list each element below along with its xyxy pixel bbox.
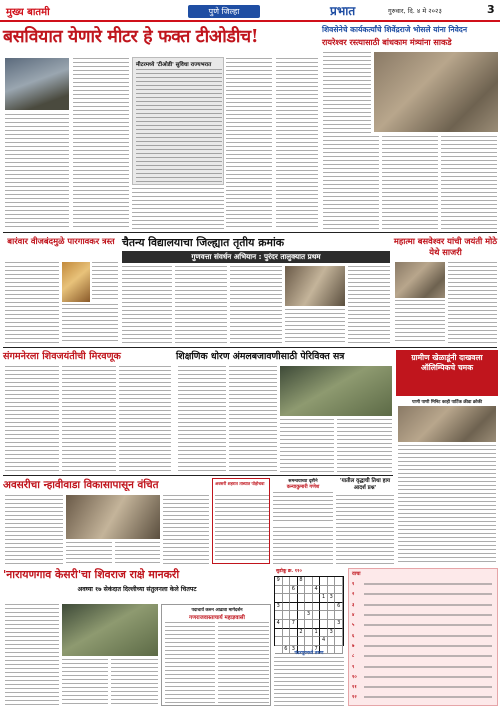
numbers-list-index: १२: [352, 695, 357, 701]
numbers-list-text: [364, 604, 492, 606]
school-banner: [122, 251, 390, 263]
khelo-athletes-photo: [398, 406, 496, 442]
khelo-box: [396, 350, 498, 396]
numbers-list-text: [364, 645, 492, 647]
sudoku-cell: 1: [313, 629, 321, 638]
kesari-wrestling-photo: [62, 604, 158, 656]
shivjayanti-col3: [119, 366, 171, 472]
khelo-headline: [398, 353, 496, 373]
numbers-list-text: [364, 583, 492, 585]
sudoku-cell: [275, 637, 283, 646]
tod-info-box: [132, 57, 224, 185]
numbers-list-index: ६: [352, 633, 355, 639]
kanyakumari-col2: [273, 527, 333, 565]
sudoku-cell: [328, 637, 336, 646]
divider-1: [3, 232, 497, 233]
sudoku-cell: [335, 637, 343, 646]
kanyakumari-text: [273, 492, 333, 524]
kesari-headline: 'नारायणगाव केसरी'चा शिवराज राक्षे मानकरी: [3, 568, 180, 581]
sudoku-cell: [305, 620, 313, 629]
sudoku-cell: [298, 620, 306, 629]
numbers-list-item: [352, 661, 496, 671]
electric-story-col2: [62, 304, 118, 344]
avasari-col2: [66, 542, 112, 565]
kesari-subheadline: अवघ्या १७ सेकंदात दिल्लीच्या संतुलनला केले चितपट: [77, 586, 197, 593]
kesari-mid-text-1: [165, 622, 215, 704]
main-story-col2: [73, 58, 129, 229]
school-headline: चैतन्य विद्यालयाचा जिल्ह्यात तृतीय क्रमांक: [122, 236, 285, 249]
school-col1: [122, 266, 172, 344]
sudoku-cell: [320, 611, 328, 620]
kesari-mid-text-2: [218, 622, 269, 704]
main-story-col3: [226, 58, 272, 229]
numbers-list-index: १०: [352, 674, 357, 680]
sudoku-cell: [328, 577, 336, 586]
issue-date: गुरुवार, दि. ४ मे २०२३: [388, 7, 442, 15]
main-story-col-bottom: [132, 188, 224, 229]
numbers-list-text: [364, 593, 492, 595]
top-right-col3: [382, 136, 438, 229]
sudoku-cell: [305, 577, 313, 586]
sudoku-cell: 6: [283, 646, 291, 655]
sudoku-cell: [320, 577, 328, 586]
shivjayanti-headline: संगमनेरला शिवजयंतीची मिरवणूक: [3, 351, 121, 362]
khelo-headline-text: ग्रामीण खेळाडूंनी दाखवला ऑलिम्पिकचे चमक: [411, 353, 483, 372]
numbers-list-text: [364, 696, 492, 698]
sudoku-cell: [328, 620, 336, 629]
sudoku-cell: 6: [335, 603, 343, 612]
tod-box-title: मीटरमध्ये 'टीओडी' सुविधा राज्यभरात: [136, 62, 212, 68]
sudoku-cell: [298, 603, 306, 612]
avasari-note: अवसरी शहरात ताब्यात पोहोचवा: [215, 481, 265, 486]
sudoku-cell: [283, 629, 291, 638]
sudoku-cell: 8: [298, 577, 306, 586]
numbers-list-text: [364, 655, 492, 657]
basav-jayanti-photo: [395, 262, 445, 298]
divider-3: [3, 475, 393, 476]
main-headline: बसवियात येणारे मीटर हे फक्त टीओडीच!: [3, 27, 259, 47]
samaj-col1: [336, 495, 394, 565]
sudoku-cell: [283, 586, 291, 595]
samanvay-label: समन्वयाच्या दृष्टीने: [288, 479, 318, 484]
khelo-col1: [398, 445, 496, 565]
numbers-list-items: [352, 579, 496, 705]
sudoku-cell: [313, 637, 321, 646]
kesari-col3: [111, 659, 158, 706]
electric-headline-text: बारंवार वीजबंदमुळे पारगावकर त्रस्त: [7, 236, 115, 246]
avasari-box-text: [215, 495, 269, 561]
sudoku-cell: [305, 594, 313, 603]
sudoku-cell: [313, 594, 321, 603]
sudoku-cell: [335, 594, 343, 603]
numbers-list-item: [352, 651, 496, 661]
shikshak-training-photo: [280, 366, 392, 416]
sudoku-cell: [335, 611, 343, 620]
kanyakumari-label: कन्याकुमारी गणेश: [286, 484, 320, 490]
school-col3: [230, 266, 282, 344]
sudoku-cell: [320, 629, 328, 638]
numbers-list-title: वाचा: [352, 571, 361, 577]
numbers-list-index: ८: [352, 654, 355, 660]
sudoku-cell: [328, 611, 336, 620]
avasari-col3: [115, 542, 160, 565]
sudoku-cell: [298, 594, 306, 603]
numbers-list-item: [352, 672, 496, 682]
numbers-list-item: [352, 610, 496, 620]
sudoku-cell: [320, 586, 328, 595]
basav-col2: [395, 300, 445, 344]
electric-meter-photo: [5, 58, 69, 110]
shivjayanti-col1: [5, 366, 59, 472]
khelo-subhead: पाणी पाणी मिनिट काही पार्टिक क्रीडा क्रोकी: [412, 400, 482, 405]
main-story-col4: [276, 58, 318, 229]
kesari-mid-box: [161, 604, 271, 706]
numbers-list-item: [352, 641, 496, 651]
sudoku-cell: 2: [298, 629, 306, 638]
sudoku-cell: [305, 629, 313, 638]
sudoku-cell: 3: [328, 594, 336, 603]
shikshak-col1: [178, 366, 226, 472]
numbers-list-text: [364, 624, 492, 626]
shikshak-col2: [229, 366, 277, 472]
sudoku-cell: [283, 637, 291, 646]
sudoku-cell: [290, 594, 298, 603]
numbers-list-item: [352, 682, 496, 692]
sudoku-cell: [298, 611, 306, 620]
numbers-list-item: [352, 630, 496, 640]
section-label: मुख्य बातमी: [6, 7, 50, 18]
sudoku-cell: [305, 586, 313, 595]
electric-story-col3: [92, 262, 118, 302]
sudoku-cell: [313, 577, 321, 586]
numbers-list-text: [364, 614, 492, 616]
sudoku-cell: [305, 603, 313, 612]
numbers-list-index: ११: [352, 685, 357, 691]
sudoku-cell: [320, 603, 328, 612]
sudoku-cell: [313, 603, 321, 612]
top-right-headline-2: रायरेश्वर रस्त्यासाठी बांधकाम मंत्र्यांना साकडे: [322, 37, 452, 47]
top-right-col1: [323, 52, 371, 134]
brand-logo: प्रभात: [330, 4, 356, 18]
numbers-list-item: [352, 579, 496, 589]
sudoku-cell: 3: [290, 646, 298, 655]
sudoku-cell: [328, 603, 336, 612]
sudoku-cell: 6: [290, 586, 298, 595]
shikshak-col4: [337, 419, 392, 472]
avasari-headline: अवसरीचा न्हावीवाडा विकासापासून वंचित: [3, 479, 159, 491]
numbers-list-index: ९: [352, 664, 355, 670]
kesari-mid-box-title: गणराजवास्ताचार्य महाज्ञवासी: [189, 615, 245, 621]
sudoku-grid: [274, 576, 344, 652]
numbers-list-text: [364, 635, 492, 637]
school-col5: [348, 266, 390, 344]
sudoku-cell: 7: [313, 646, 321, 655]
sudoku-cell: [283, 620, 291, 629]
masthead: [0, 0, 500, 22]
top-right-col4: [441, 136, 497, 229]
top-right-headline-1: शिवसेनेचे कार्यकर्त्यांचे शिवेंद्रराजे भोसले यांना निवेदन: [322, 25, 468, 34]
sudoku-cell: [290, 603, 298, 612]
avasari-col4: [163, 495, 209, 565]
sudoku-cell: 3: [275, 603, 283, 612]
sudoku-cell: 4: [275, 620, 283, 629]
tod-box-text: [136, 69, 222, 182]
sudoku-cell: [328, 586, 336, 595]
sudoku-cell: [298, 586, 306, 595]
sudoku-cell: [275, 611, 283, 620]
numbers-list-text: [364, 686, 492, 688]
sudoku-cell: 3: [328, 629, 336, 638]
numbers-list-index: ३: [352, 602, 355, 608]
sudoku-cell: [290, 577, 298, 586]
kanyakumari-box: [273, 478, 333, 524]
kesari-col1: [5, 604, 59, 706]
avasari-highlight-box: [212, 478, 270, 564]
numbers-list-index: ४: [352, 613, 355, 619]
electric-story-col1: [5, 262, 59, 344]
sudoku-cell: 4: [320, 637, 328, 646]
edition-badge: पुणे जिल्हा: [188, 5, 260, 18]
avasari-col1: [5, 495, 63, 565]
pandharpur-text: [274, 657, 344, 706]
sudoku-cell: [320, 620, 328, 629]
kesari-band: [3, 568, 271, 600]
shivjayanti-col2: [62, 366, 116, 472]
numbers-list-item: [352, 589, 496, 599]
numbers-list-index: १: [352, 582, 355, 588]
school-col4: [285, 309, 345, 344]
sudoku-cell: [275, 586, 283, 595]
sudoku-cell: [313, 611, 321, 620]
basav-col1: [448, 262, 497, 344]
shikshak-col3: [280, 419, 334, 472]
sudoku-cell: 9: [275, 577, 283, 586]
sudoku-cell: [313, 620, 321, 629]
sudoku-cell: 3: [305, 611, 313, 620]
electric-headline: [3, 236, 119, 247]
numbers-list-index: ७: [352, 643, 355, 649]
school-col2: [175, 266, 227, 344]
numbers-list-item: [352, 600, 496, 610]
sudoku-cell: [305, 637, 313, 646]
sudoku-cell: [290, 611, 298, 620]
sudoku-cell: 7: [290, 620, 298, 629]
avasari-road-photo: [66, 495, 160, 539]
pandharpur-label: पंढरपूरमध्ये तरुण: [294, 651, 324, 656]
numbers-list-text: [364, 676, 492, 678]
school-banner-text: गुणवत्ता संवर्धन अभियान : पुरंदर तालुक्यात प्रथम: [191, 252, 321, 261]
main-story-col1: [5, 114, 69, 229]
electric-fire-photo: [62, 262, 90, 302]
samaj-center-headline: 'यातील वृद्धाची तिथा हाय आदर्श प्रश्न': [339, 478, 391, 491]
basav-headline: [393, 236, 498, 258]
shivsena-workers-photo: [374, 52, 498, 132]
sudoku-cell: [335, 586, 343, 595]
numbers-list-item: [352, 692, 496, 702]
sudoku-cell: [335, 629, 343, 638]
sudoku-cell: [275, 594, 283, 603]
divider-2: [3, 347, 497, 348]
top-right-col2: [323, 136, 379, 229]
sudoku-cell: 4: [313, 586, 321, 595]
sudoku-cell: [335, 577, 343, 586]
sudoku-cell: [283, 603, 291, 612]
shikshak-headline: शिक्षणिक धोरण अंमलबजावणीसाठी पेरिविक्त सत्र: [176, 351, 345, 362]
sudoku-cell: [283, 577, 291, 586]
sudoku-title: सुडोकू क्र. ११०: [276, 569, 302, 574]
sudoku-cell: 1: [320, 594, 328, 603]
numbers-list: [348, 568, 498, 706]
numbers-list-text: [364, 666, 492, 668]
numbers-list-item: [352, 620, 496, 630]
kesari-col2: [62, 659, 108, 706]
sudoku-cell: [275, 629, 283, 638]
kesari-mid-top: पदाचार्य करुन आढावा मार्गदर्शन: [191, 608, 243, 613]
sudoku-cell: [283, 611, 291, 620]
page-number: 3: [487, 3, 495, 16]
school-students-photo: [285, 266, 345, 306]
sudoku-cell: [290, 629, 298, 638]
sudoku-cell: [290, 637, 298, 646]
sudoku-cell: [283, 594, 291, 603]
numbers-list-index: ५: [352, 623, 355, 629]
sudoku-cell: 3: [335, 620, 343, 629]
basav-headline-text: महात्मा बसवेश्वर यांची जयंती मोठे येथे साजरी: [393, 236, 498, 257]
sudoku-cell: [298, 637, 306, 646]
numbers-list-index: २: [352, 592, 355, 598]
